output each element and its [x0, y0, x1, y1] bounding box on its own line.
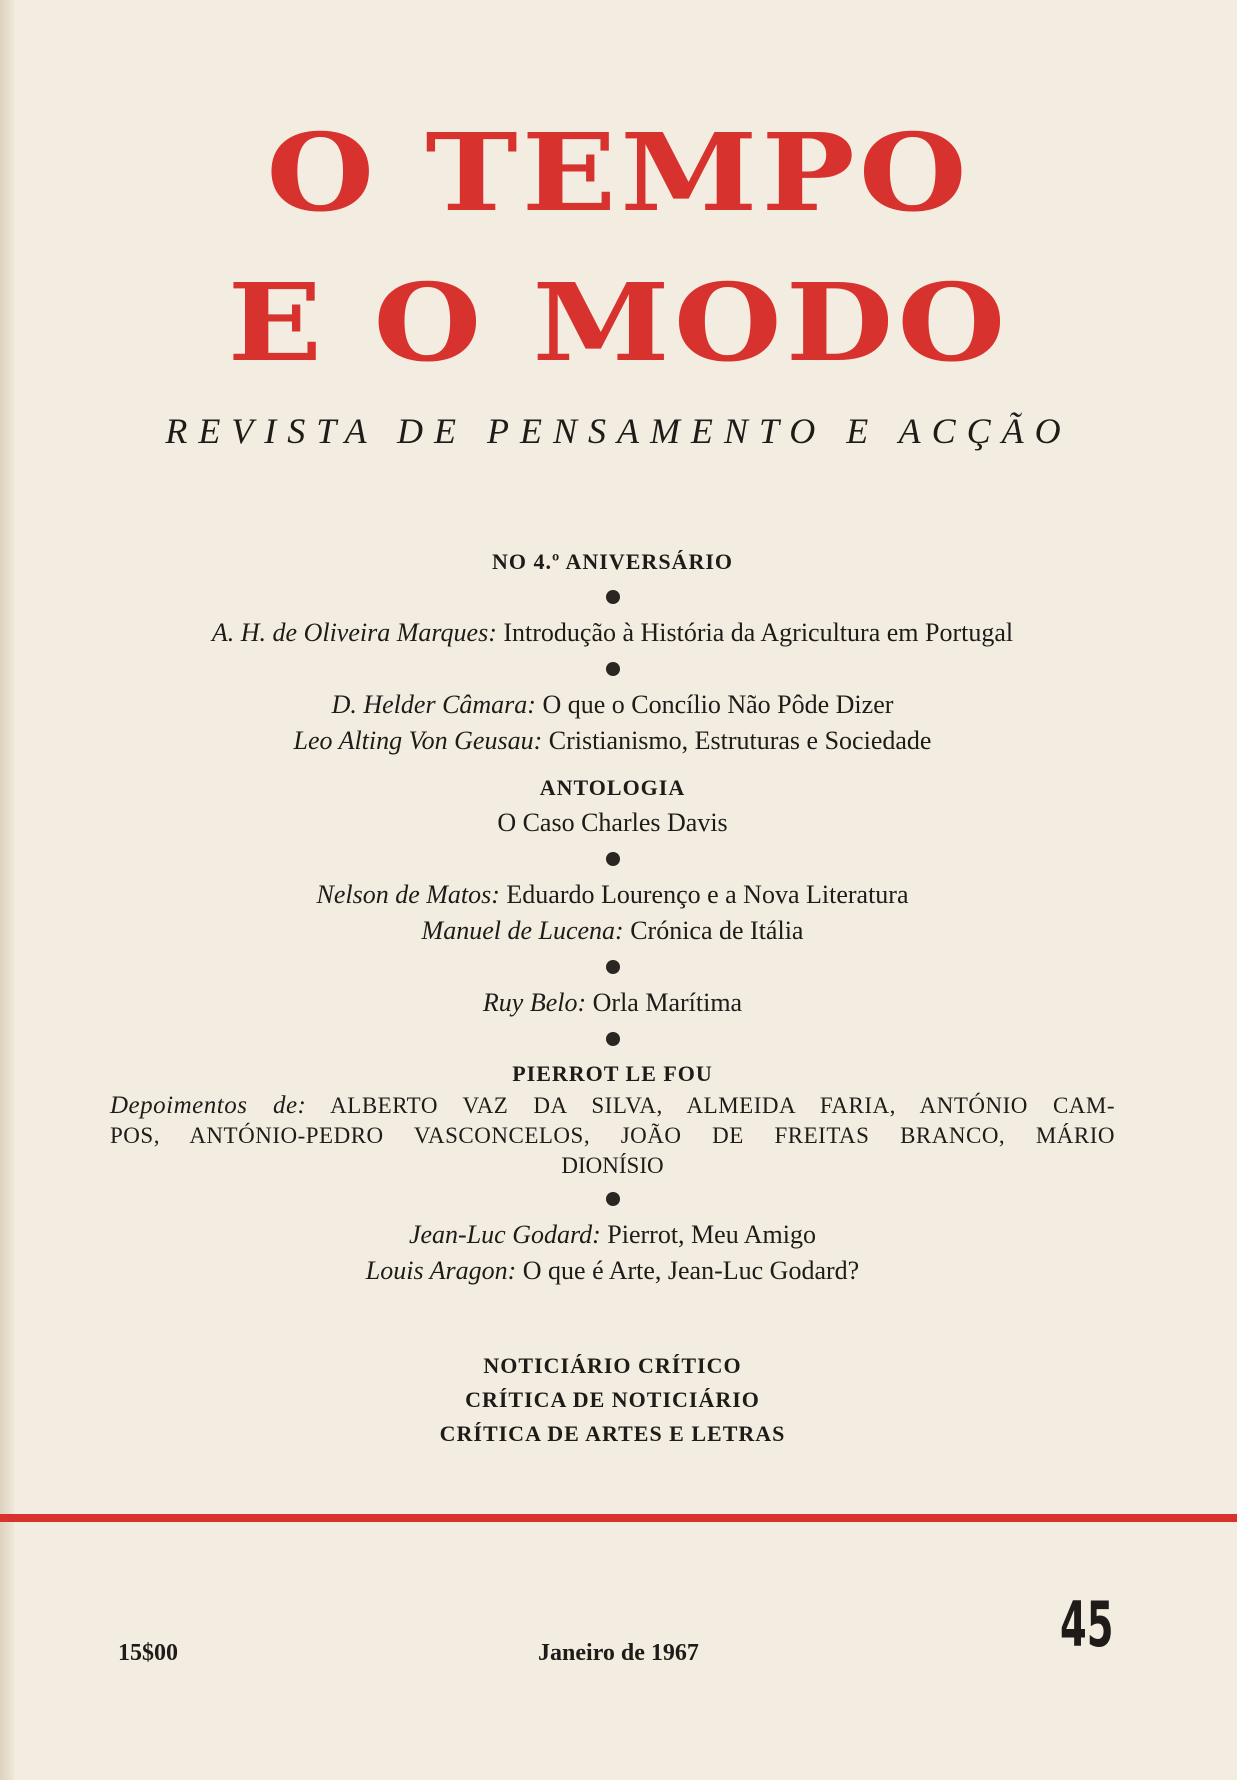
page-edge [0, 0, 14, 1780]
bullet-icon [606, 960, 620, 974]
item-title: Crónica de Itália [630, 916, 804, 945]
pierrot-heading: PIERROT LE FOU [512, 1061, 713, 1086]
depoimentos-names-1: ALBERTO VAZ DA SILVA, ALMEIDA FARIA, ANTÓNIO CAM- [330, 1093, 1116, 1118]
contents-item [110, 615, 1115, 651]
bullet-icon [606, 1032, 620, 1046]
section-critica-noticiario: CRÍTICA DE NOTICIÁRIO [465, 1387, 760, 1412]
item-title: Eduardo Lourenço e a Nova Literatura [506, 880, 909, 909]
item-author: Manuel de Lucena: [421, 916, 624, 945]
anniversary-heading: NO 4.º ANIVERSÁRIO [491, 549, 734, 574]
bullet-icon [606, 662, 620, 676]
contents-item [110, 985, 1115, 1021]
item-title: Cristianismo, Estruturas e Sociedade [548, 726, 932, 755]
item-author: D. Helder Câmara: [331, 690, 536, 719]
depoimentos-block [110, 1091, 1115, 1151]
item-title: O que é Arte, Jean-Luc Godard? [522, 1256, 860, 1285]
item-title: Introdução à História da Agricultura em Portugal [503, 618, 1014, 647]
item-author: A. H. de Oliveira Marques: [211, 618, 497, 647]
item-author: Ruy Belo: [482, 988, 587, 1017]
contents-item [110, 723, 1115, 759]
item-author: Leo Alting Von Geusau: [293, 726, 543, 755]
section-critica-artes-letras: CRÍTICA DE ARTES E LETRAS [439, 1421, 786, 1446]
depoimentos-line-1 [110, 1091, 1115, 1121]
contents-item [110, 877, 1115, 913]
issue-number: 45 [1060, 1588, 1114, 1661]
red-divider [0, 1514, 1237, 1522]
contents-item [110, 1217, 1115, 1253]
bullet-icon [606, 1192, 620, 1206]
bullet-icon [606, 852, 620, 866]
item-author: Louis Aragon: [365, 1256, 517, 1285]
item-title: Pierrot, Meu Amigo [607, 1220, 817, 1249]
masthead-line-2: E O MODO [227, 261, 1010, 386]
item-author: Nelson de Matos: [316, 880, 500, 909]
contents-item [110, 1253, 1115, 1289]
item-author: Jean-Luc Godard: [408, 1220, 601, 1249]
subtitle: REVISTA DE PENSAMENTO E ACÇÃO [165, 411, 1072, 451]
table-of-contents [110, 545, 1115, 1451]
price: 15$00 [118, 1640, 178, 1666]
depoimentos-label: Depoimentos de: [110, 1092, 307, 1119]
contents-item [110, 687, 1115, 723]
depoimentos-names-2: POS, ANTÓNIO-PEDRO VASCONCELOS, JOÃO DE FREITAS BRANCO, MÁRIO [110, 1123, 1115, 1148]
item-title: O que o Concílio Não Pôde Dizer [542, 690, 894, 719]
issue-date: Janeiro de 1967 [538, 1640, 699, 1666]
bullet-icon [606, 590, 620, 604]
antologia-heading: ANTOLOGIA [539, 775, 686, 800]
section-noticiario-critico: NOTICIÁRIO CRÍTICO [483, 1353, 742, 1378]
antologia-title: O Caso Charles Davis [497, 808, 728, 837]
depoimentos-names-3: DIONÍSIO [561, 1153, 664, 1178]
masthead-line-1: O TEMPO [266, 111, 971, 236]
item-title: Orla Marítima [592, 988, 743, 1017]
contents-item [110, 913, 1115, 949]
